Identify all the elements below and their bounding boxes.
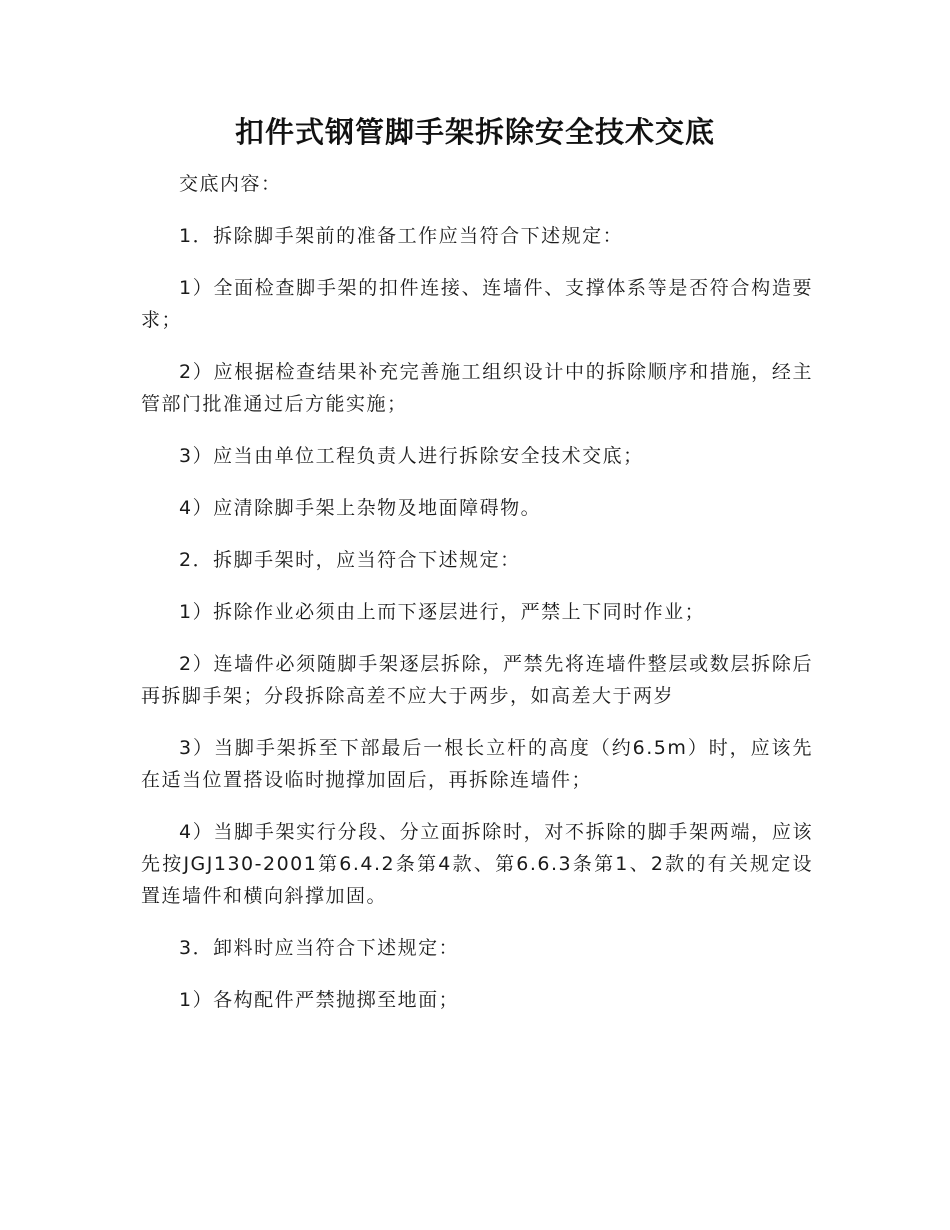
paragraph-intro: 交底内容： (179, 173, 282, 195)
paragraph-section-2-item-4: 4）当脚手架实行分段、分立面拆除时，对不拆除的脚手架两端，应该先按JGJ130-2001第6.4.2条第4款、第6.6.3条第1、2款的有关规定设置连墙件和横向斜撑加固。 (141, 821, 813, 907)
paragraph-section-3-heading: 3．卸料时应当符合下述规定： (179, 937, 460, 959)
paragraph-section-2-item-2: 2）连墙件必须随脚手架逐层拆除，严禁先将连墙件整层或数层拆除后再拆脚手架；分段拆除高差不应大于两步，如高差大于两岁 (141, 653, 813, 707)
paragraph-section-1-item-1: 1）全面检查脚手架的扣件连接、连墙件、支撑体系等是否符合构造要求； (141, 277, 813, 331)
paragraph-section-1-item-3: 3）应当由单位工程负责人进行拆除安全技术交底； (179, 445, 644, 467)
document-title: 扣件式钢管脚手架拆除安全技术交底 (234, 115, 715, 149)
paragraph-section-2-item-3: 3）当脚手架拆至下部最后一根长立杆的高度（约6.5m）时，应该先在适当位置搭设临时抛撑加固后，再拆除连墙件； (141, 737, 813, 791)
paragraph-section-1-heading: 1．拆除脚手架前的准备工作应当符合下述规定： (179, 225, 624, 247)
document-body (141, 168, 813, 1036)
paragraph-section-2-item-1: 1）拆除作业必须由上而下逐层进行，严禁上下同时作业； (179, 601, 706, 623)
paragraph-section-1-item-2: 2）应根据检查结果补充完善施工组织设计中的拆除顺序和措施，经主管部门批准通过后方能实施； (141, 361, 813, 415)
paragraph-section-1-item-4: 4）应清除脚手架上杂物及地面障碍物。 (179, 497, 542, 519)
paragraph-section-2-heading: 2．拆脚手架时，应当符合下述规定： (179, 549, 521, 571)
paragraph-section-3-item-1: 1）各构配件严禁抛掷至地面； (179, 989, 460, 1011)
